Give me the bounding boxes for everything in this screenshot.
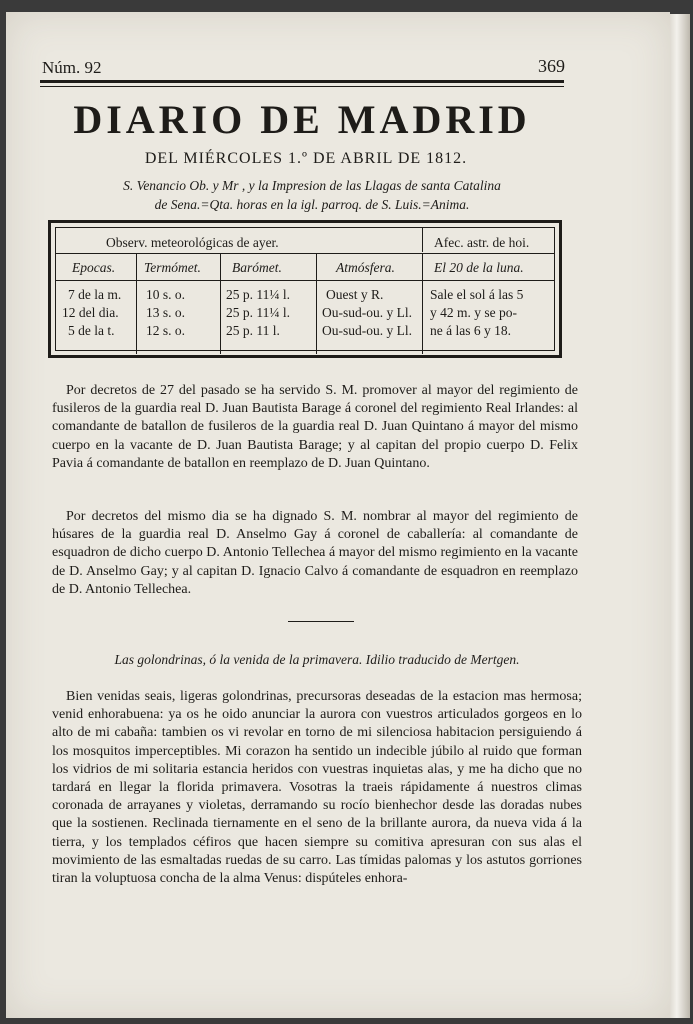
saints-line-1: S. Venancio Ob. y Mr , y la Impresion de las Llagas de santa Catalina (123, 178, 501, 193)
weather-table-title: Observ. meteorológicas de ayer. (106, 235, 279, 250)
col-luna: El 20 de la luna. (434, 260, 524, 275)
masthead-title: DIARIO DE MADRID (73, 97, 531, 142)
article-paragraph-2: Por decretos del mismo dia se ha dignado S. M. nombrar al mayor del regimiento de húsares de la guardia real D. Anselmo Gay á coronel de caballería: al comandante de esquadron de dicho cuerpo D. Antonio Tellechea á mayor del mismo regimiento en la vacante de D. Anselmo Gay; y al capitan D. Ignacio Calvo á comandante de esquadron en reemplazo de D. Antonio Tellechea. (52, 509, 578, 597)
astro-table-title: Afec. astr. de hoi. (434, 235, 530, 250)
saints-line-2: de Sena.=Qta. horas en la igl. parroq. de S. Luis.=Anima. (154, 197, 470, 212)
header-rule-thin (40, 86, 564, 87)
weather-table (48, 220, 562, 358)
weather-table-inner: Observ. meteorológicas de ayer. Afec. astr. de hoi. Epocas. Termómet. Barómet. Atmósfera. El 20 de la luna. 7 de la m. 10 s. o. 25 p. 11¼ l. Ouest y R. Sale el sol á las 5 12 del dia. 13 s. o. 25 p. 11¼ l. Ou-sud-ou. y Ll. y 42 m. y se po- 5 de la t. 12 s. o. 25 p. 11 l. Ou-sud-ou. y Ll. ne á las 6 y 18. (55, 227, 555, 351)
newspaper-page (6, 12, 670, 1018)
section-divider (288, 621, 354, 622)
header-rule (40, 80, 564, 83)
article-paragraph-1: Por decretos de 27 del pasado se ha servido S. M. promover al mayor del regimiento de fusileros de la guardia real D. Juan Bautista Barage á coronel del regimiento Real Irlandes: al comandante de batallon de fusileros de la guardia real D. Juan Quintano á mayor del mismo cuerpo en la vacante de D. Juan Bautista Barage; y al capitan del propio cuerpo D. Felix Pavia á comandante de batallon en reemplazo de D. Juan Quintano. (52, 383, 578, 471)
idyll-heading: Las golondrinas, ó la venida de la primavera. Idilio traducido de Mertgen. (114, 652, 520, 667)
date-line: DEL MIÉRCOLES 1.º DE ABRIL DE 1812. (144, 150, 468, 167)
issue-number: Núm. 92 (42, 58, 102, 77)
idyll-paragraph: Bien venidas seais, ligeras golondrinas, precursoras deseadas de la estacion mas hermosa; venid enhorabuena: ya os he oido anunciar la aurora con vuestros articulados gorgeos en lo alto de mi cabaña: tambien os vi revolar en torno de mi silenciosa habitacion persiguiendo á los mosquitos imperceptibles. Mi corazon ha sentido un indecible júbilo al ruido que forman los vidrios de mi solitaria estancia heridos con vuestras inquietas alas, y me ha dicho que no tardará en llegar la florida primavera. Vosotras la traeis rápidamente á nuestros climas coronada de arrayanes y violetas, derramando su rocío bienhechor desde las doradas nubes que la sostienen. Reclinada tiernamente en el seno de la brillante aurora, da nueva vida á la tierra, y los templados céfiros que hacen siempre su comitiva apresuran con sus alas el movimiento de las esmaltadas ruedas de su carro. Las tímidas palomas y los astutos gorriones tiran la voluptuosa concha de la alma Venus: dispúteles enhora- (52, 689, 582, 887)
col-barometro: Barómet. (232, 260, 282, 275)
col-epocas: Epocas. (72, 260, 116, 275)
saints-of-day (52, 176, 572, 214)
col-termometro: Termómet. (144, 260, 201, 275)
page-number: 369 (538, 56, 565, 76)
col-atmosfera: Atmósfera. (336, 260, 395, 275)
page-edge (668, 14, 690, 1018)
